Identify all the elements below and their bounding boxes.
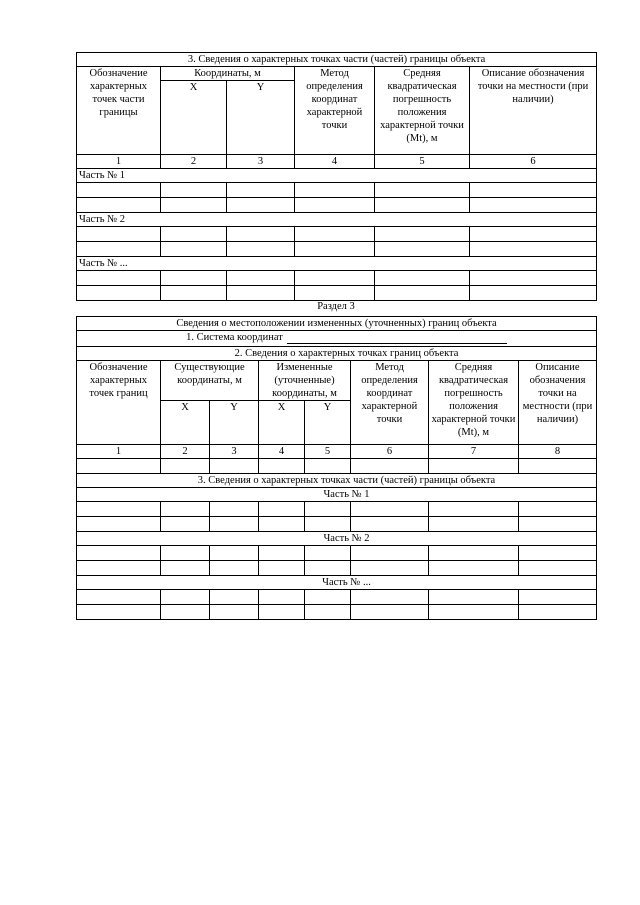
part-label: Часть № 2: [77, 213, 597, 227]
cell[interactable]: [519, 605, 597, 620]
cell[interactable]: [161, 198, 227, 213]
column-number: 6: [351, 445, 429, 459]
column-number: 3: [227, 155, 295, 169]
cell[interactable]: [227, 242, 295, 257]
coordinate-system-field[interactable]: [287, 333, 507, 344]
column-number: 3: [210, 445, 259, 459]
cell[interactable]: [77, 561, 161, 576]
changed-boundaries-table: [76, 316, 597, 620]
cell[interactable]: [259, 590, 305, 605]
cell[interactable]: [161, 242, 227, 257]
cell[interactable]: [259, 605, 305, 620]
cell[interactable]: [295, 183, 375, 198]
cell[interactable]: [77, 227, 161, 242]
cell[interactable]: [470, 271, 597, 286]
column-number: 6: [470, 155, 597, 169]
cell[interactable]: [77, 459, 161, 474]
cell[interactable]: [305, 502, 351, 517]
cell[interactable]: [161, 183, 227, 198]
cell[interactable]: [227, 198, 295, 213]
points-section-title: 2. Сведения о характерных точках границ объекта: [77, 347, 597, 361]
cell[interactable]: [161, 546, 210, 561]
cell[interactable]: [161, 227, 227, 242]
coordinate-system-row: [77, 331, 597, 347]
cell[interactable]: [429, 517, 519, 532]
column-number: 8: [519, 445, 597, 459]
part-label: Часть № 2: [77, 532, 597, 546]
header-existing-x: X: [161, 401, 210, 445]
header-description: Описание обозначения точки на местности (при наличии): [519, 361, 597, 445]
column-number: 2: [161, 155, 227, 169]
header-method: Метод определения координат характерной точки: [351, 361, 429, 445]
cell[interactable]: [161, 561, 210, 576]
cell[interactable]: [429, 605, 519, 620]
cell[interactable]: [161, 590, 210, 605]
cell[interactable]: [351, 590, 429, 605]
cell[interactable]: [77, 590, 161, 605]
cell[interactable]: [210, 561, 259, 576]
cell[interactable]: [375, 286, 470, 301]
cell[interactable]: [77, 605, 161, 620]
header-method: Метод определения координат характерной точки: [295, 67, 375, 155]
cell[interactable]: [295, 198, 375, 213]
column-number: 2: [161, 445, 210, 459]
table-row: [77, 198, 597, 213]
cell[interactable]: [305, 590, 351, 605]
cell[interactable]: [470, 198, 597, 213]
cell[interactable]: [77, 517, 161, 532]
cell[interactable]: [305, 605, 351, 620]
cell[interactable]: [210, 502, 259, 517]
header-changed-x: X: [259, 401, 305, 445]
parts-boundary-points-table: [76, 52, 597, 301]
cell[interactable]: [519, 459, 597, 474]
cell[interactable]: [210, 590, 259, 605]
header-designation: Обозначение характерных точек части границы: [77, 67, 161, 155]
cell[interactable]: [470, 286, 597, 301]
cell[interactable]: [161, 502, 210, 517]
cell[interactable]: [161, 517, 210, 532]
table-row: [77, 286, 597, 301]
cell[interactable]: [259, 546, 305, 561]
cell[interactable]: [259, 517, 305, 532]
cell[interactable]: [351, 546, 429, 561]
column-number: 7: [429, 445, 519, 459]
cell[interactable]: [429, 590, 519, 605]
table-row: [77, 590, 597, 605]
table-row: [77, 271, 597, 286]
cell[interactable]: [259, 561, 305, 576]
cell[interactable]: [210, 517, 259, 532]
table-row: [77, 561, 597, 576]
column-number: 1: [77, 155, 161, 169]
part-label: Часть № 1: [77, 488, 597, 502]
cell[interactable]: [77, 502, 161, 517]
header-changed-coordinates: Измененные (уточненные) координаты, м: [259, 361, 351, 401]
header-description: Описание обозначения точки на местности (при наличии): [470, 67, 597, 155]
cell[interactable]: [295, 286, 375, 301]
cell[interactable]: [77, 242, 161, 257]
cell[interactable]: [305, 546, 351, 561]
cell[interactable]: [77, 198, 161, 213]
cell[interactable]: [519, 561, 597, 576]
cell[interactable]: [375, 271, 470, 286]
cell[interactable]: [351, 605, 429, 620]
table-row: [77, 517, 597, 532]
table-row: [77, 242, 597, 257]
cell[interactable]: [295, 242, 375, 257]
cell[interactable]: [77, 286, 161, 301]
cell[interactable]: [259, 459, 305, 474]
cell[interactable]: [470, 227, 597, 242]
header-error: Средняя квадратическая погрешность положения характерной точки (Mt), м: [429, 361, 519, 445]
table-row: [77, 546, 597, 561]
cell[interactable]: [429, 459, 519, 474]
cell[interactable]: [470, 242, 597, 257]
cell[interactable]: [470, 183, 597, 198]
cell[interactable]: [210, 605, 259, 620]
table2-title: Сведения о местоположении измененных (уточненных) границ объекта: [77, 317, 597, 331]
cell[interactable]: [77, 546, 161, 561]
column-numbers-row: [77, 445, 597, 459]
cell[interactable]: [375, 242, 470, 257]
cell[interactable]: [210, 459, 259, 474]
cell[interactable]: [161, 459, 210, 474]
coordinate-system-label: 1. Система координат: [186, 332, 283, 343]
cell[interactable]: [351, 459, 429, 474]
cell[interactable]: [227, 183, 295, 198]
cell[interactable]: [375, 183, 470, 198]
cell[interactable]: [519, 502, 597, 517]
header-changed-y: Y: [305, 401, 351, 445]
table-row: [77, 459, 597, 474]
header-designation: Обозначение характерных точек границ: [77, 361, 161, 445]
cell[interactable]: [375, 198, 470, 213]
column-number: 5: [305, 445, 351, 459]
section-heading: Раздел 3: [317, 301, 355, 312]
cell[interactable]: [227, 271, 295, 286]
table-row: [77, 605, 597, 620]
column-number: 4: [259, 445, 305, 459]
cell[interactable]: [77, 271, 161, 286]
column-numbers-row: [77, 155, 597, 169]
cell[interactable]: [295, 227, 375, 242]
table-row: [77, 227, 597, 242]
cell[interactable]: [295, 271, 375, 286]
header-y: Y: [227, 81, 295, 155]
cell[interactable]: [429, 502, 519, 517]
cell[interactable]: [161, 605, 210, 620]
cell[interactable]: [519, 590, 597, 605]
cell[interactable]: [305, 561, 351, 576]
cell[interactable]: [351, 502, 429, 517]
cell[interactable]: [227, 286, 295, 301]
cell[interactable]: [519, 546, 597, 561]
cell[interactable]: [351, 561, 429, 576]
cell[interactable]: [519, 517, 597, 532]
cell[interactable]: [305, 459, 351, 474]
part-label: Часть № ...: [77, 576, 597, 590]
part-label: Часть № 1: [77, 169, 597, 183]
cell[interactable]: [77, 183, 161, 198]
cell[interactable]: [161, 271, 227, 286]
header-existing-y: Y: [210, 401, 259, 445]
cell[interactable]: [351, 517, 429, 532]
table-row: [77, 183, 597, 198]
cell[interactable]: [305, 517, 351, 532]
header-existing-coordinates: Существующие координаты, м: [161, 361, 259, 401]
table1-title: 3. Сведения о характерных точках части (частей) границы объекта: [77, 53, 597, 67]
part-label: Часть № ...: [77, 257, 597, 271]
cell[interactable]: [227, 227, 295, 242]
column-number: 1: [77, 445, 161, 459]
header-coordinates: Координаты, м: [161, 67, 295, 81]
cell[interactable]: [210, 546, 259, 561]
column-number: 4: [295, 155, 375, 169]
parts-section-title: 3. Сведения о характерных точках части (частей) границы объекта: [77, 474, 597, 488]
table-row: [77, 502, 597, 517]
cell[interactable]: [259, 502, 305, 517]
column-number: 5: [375, 155, 470, 169]
cell[interactable]: [429, 561, 519, 576]
cell[interactable]: [429, 546, 519, 561]
cell[interactable]: [161, 286, 227, 301]
header-x: X: [161, 81, 227, 155]
header-error: Средняя квадратическая погрешность положения характерной точки (Mt), м: [375, 67, 470, 155]
cell[interactable]: [375, 227, 470, 242]
